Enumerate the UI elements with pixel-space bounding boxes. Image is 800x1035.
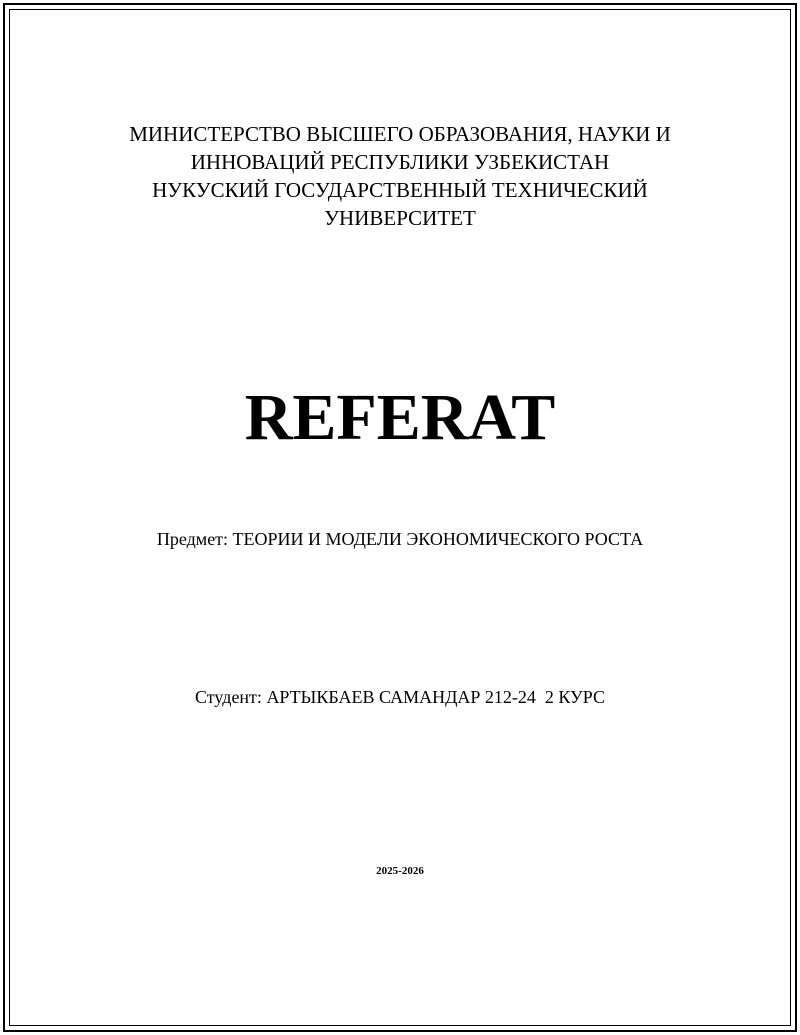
- student-value: АРТЫКБАЕВ САМАНДАР 212-24 2 КУРС: [266, 687, 605, 707]
- header-line-3: НУКУСКИЙ ГОСУДАРСТВЕННЫЙ ТЕХНИЧЕСКИЙ: [152, 178, 648, 202]
- header-line-2: ИННОВАЦИЙ РЕСПУБЛИКИ УЗБЕКИСТАН: [190, 150, 610, 174]
- header-line-4: УНИВЕРСИТЕТ: [324, 206, 476, 230]
- student-label: Студент:: [195, 687, 262, 707]
- header-line-1: МИНИСТЕРСТВО ВЫСШЕГО ОБРАЗОВАНИЯ, НАУКИ И: [129, 122, 671, 146]
- document-title: REFERAT: [244, 381, 556, 454]
- subject-line: [0, 526, 800, 552]
- subject-label: Предмет:: [156, 529, 229, 549]
- ministry-header: [0, 120, 800, 232]
- student-line: [0, 684, 800, 710]
- academic-year: 2025-2026: [376, 865, 424, 877]
- subject-value: ТЕОРИИ И МОДЕЛИ ЭКОНОМИЧЕСКОГО РОСТА: [232, 529, 644, 549]
